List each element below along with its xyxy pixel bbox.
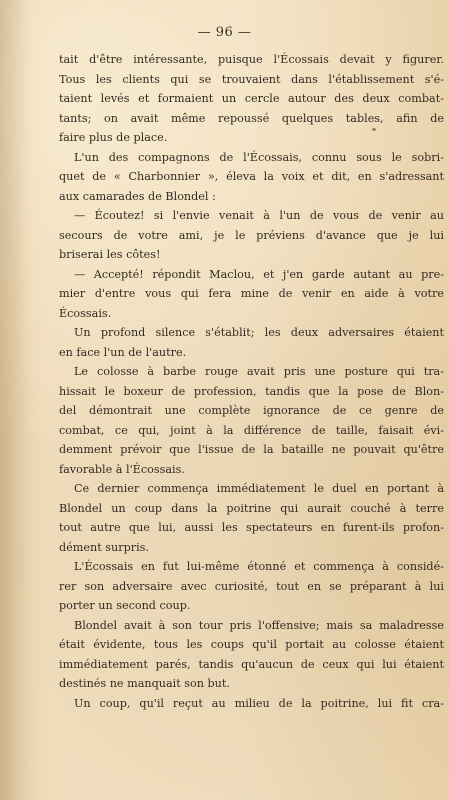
- text-line: en face l'un de l'autre.: [59, 345, 187, 359]
- text-line: était évidente, tous les coups qu'il portait au colosse étaient: [59, 638, 444, 651]
- text-line: Blondel avait à son tour pris l'offensive; mais sa maladresse: [74, 618, 444, 632]
- text-line: combat, ce qui, joint à la différence de taille, faisait évi-: [59, 423, 444, 437]
- text-line: Blondel un coup dans la poitrine qui aurait couché à terre: [59, 501, 444, 515]
- text-line: tout autre que lui, aussi les spectateurs en furent-ils profon-: [59, 521, 444, 534]
- text-line: dément surpris.: [59, 540, 149, 554]
- text-line: favorable à l'Écossais.: [59, 462, 185, 476]
- text-line: Tous les clients qui se trouvaient dans l'établissement s'é-: [59, 72, 444, 86]
- text-line: secours de votre ami, je le préviens d'avance que je lui: [59, 228, 444, 242]
- text-line: briserai les côtes!: [59, 248, 161, 261]
- text-line: immédiatement parés, tandis qu'aucun de ceux qui lui étaient: [59, 657, 444, 671]
- text-line: faire plus de place.: [59, 131, 168, 144]
- text-line: L'Écossais en fut lui-même étonné et commença à considé-: [74, 560, 444, 573]
- text-line: tait d'être intéressante, puisque l'Écossais devait y figurer.: [59, 53, 444, 66]
- text-line: porter un second coup.: [59, 599, 191, 612]
- text-line: mier d'entre vous qui fera mine de venir en aide à votre: [59, 287, 444, 300]
- text-line: — Écoutez! si l'envie venait à l'un de vous de venir au: [74, 209, 444, 222]
- text-line: taient levés et formaient un cercle autour des deux combat-: [59, 92, 444, 105]
- text-line: tants; on avait même repoussé quelques tables, afin de: [59, 111, 444, 125]
- text-line: destinés ne manquait son but.: [59, 677, 230, 690]
- text-line: aux camarades de Blondel :: [59, 189, 216, 203]
- text-line: Un coup, qu'il reçut au milieu de la poitrine, lui fit cra-: [74, 696, 444, 710]
- page-number: — 96 —: [197, 25, 252, 40]
- text-line: hissait le boxeur de profession, tandis que la pose de Blon-: [59, 384, 444, 398]
- text-line: Le colosse à barbe rouge avait pris une posture qui tra-: [74, 365, 444, 378]
- text-line: Écossais.: [59, 306, 112, 320]
- text-line: demment prévoir que l'issue de la bataille ne pouvait qu'être: [59, 443, 444, 456]
- text-line: Ce dernier commença immédiatement le duel en portant à: [74, 482, 444, 495]
- text-line: del démontrait une complète ignorance de ce genre de: [59, 404, 444, 417]
- text-line: rer son adversaire avec curiosité, tout en se préparant à lui: [59, 579, 444, 593]
- text-line: Un profond silence s'établit; les deux adversaires étaient: [74, 326, 444, 339]
- text-line: quet de « Charbonnier », éleva la voix et dit, en s'adressant: [59, 170, 444, 183]
- text-line: L'un des compagnons de l'Écossais, connu sous le sobri-: [74, 150, 444, 164]
- body-text: [59, 50, 444, 713]
- text-line: — Accepté! répondit Maclou, et j'en garde autant au pre-: [74, 267, 444, 281]
